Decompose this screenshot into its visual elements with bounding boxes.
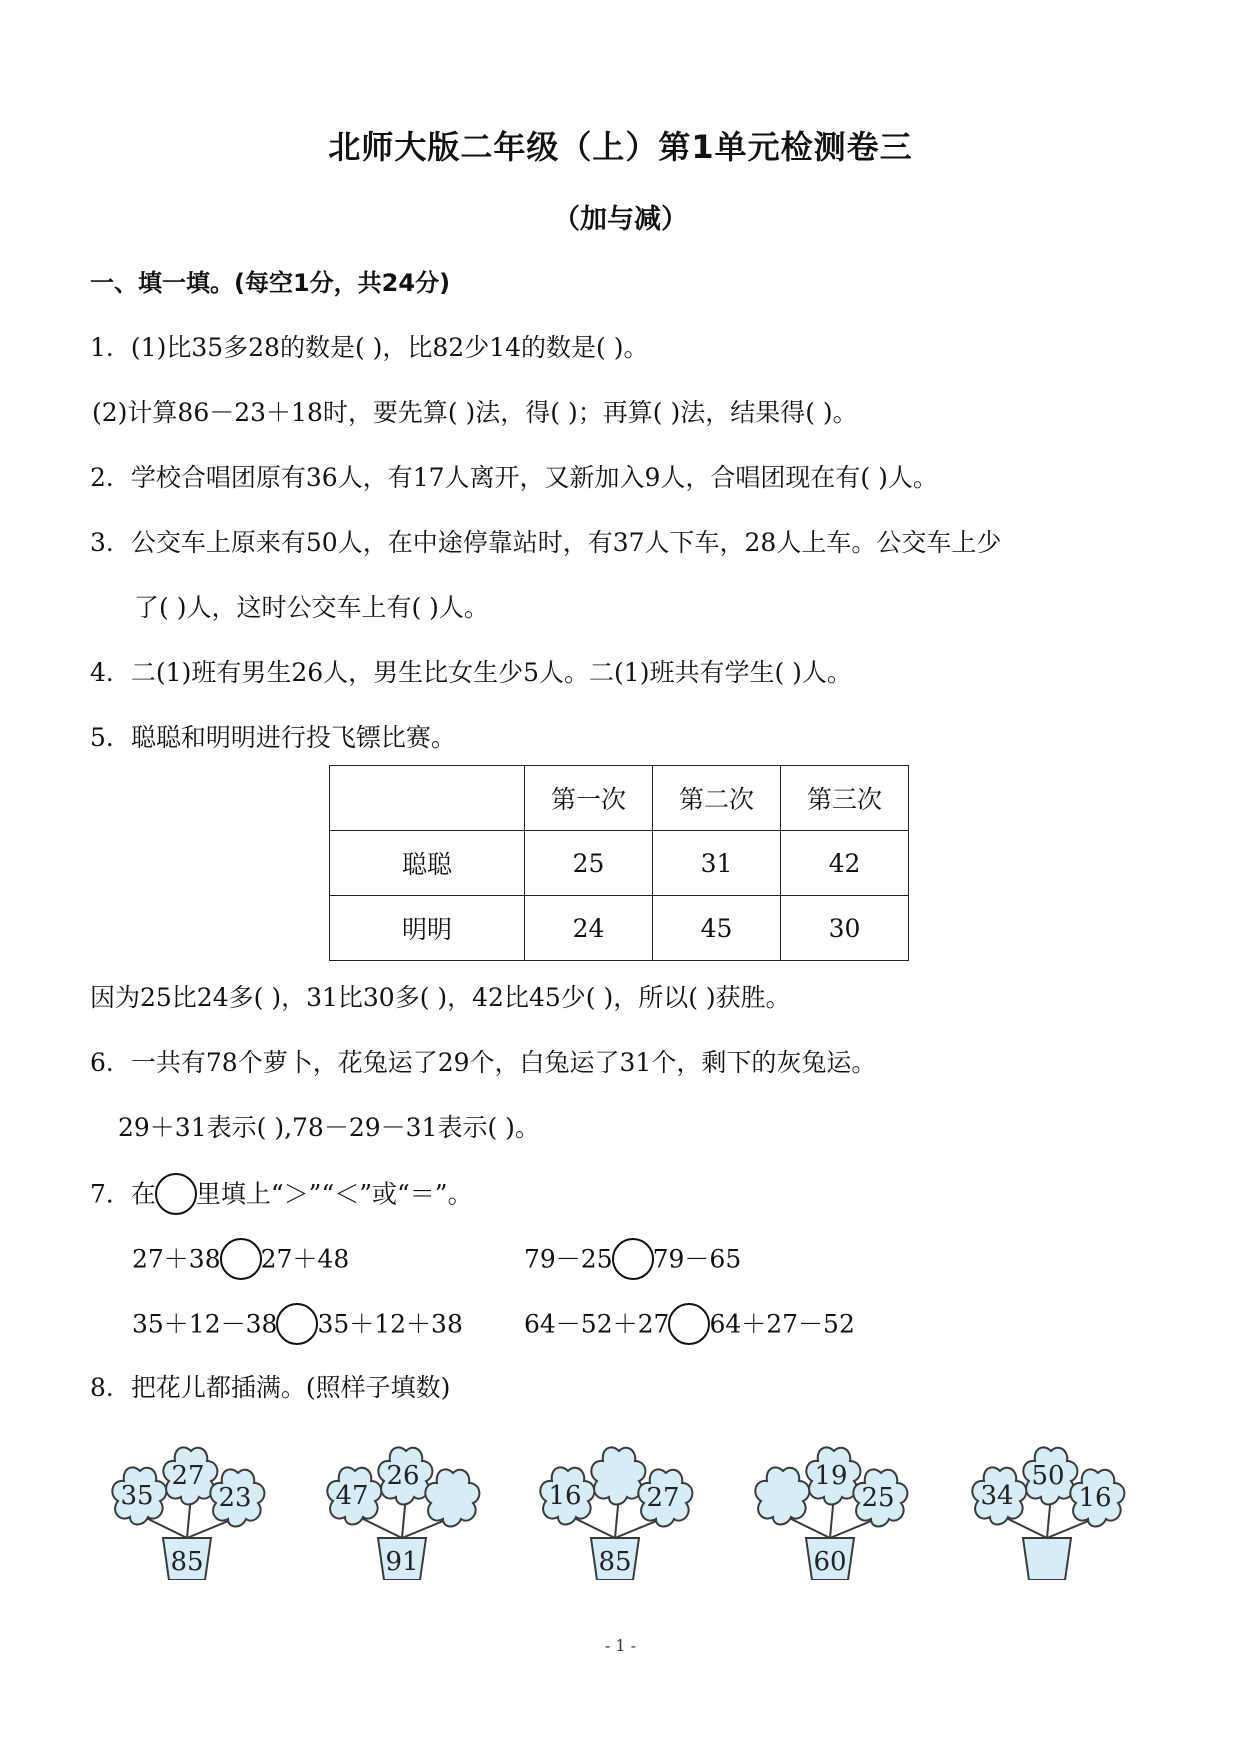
flower-number[interactable]: 19 — [814, 1461, 848, 1491]
question-2: 2．学校合唱团原有36人，有17人离开，又新加入9人，合唱团现在有( )人。 — [90, 463, 938, 492]
question-6: 6．一共有78个萝卜，花兔运了29个，白兔运了31个，剩下的灰兔运。 — [90, 1048, 877, 1077]
expression-right: 79－65 — [652, 1244, 742, 1274]
question-1-2: (2)计算86－23＋18时，要先算( )法，得( )；再算( )法，结果得( )。 — [92, 398, 858, 427]
flower-pots-figure — [0, 1420, 1241, 1580]
table-cell: 45 — [653, 896, 781, 961]
pot-number[interactable]: 60 — [813, 1547, 847, 1577]
question-3-line-2: 了( )人，这时公交车上有( )人。 — [134, 593, 489, 622]
compare-item-1 — [132, 1240, 349, 1282]
expression-left: 64－52＋27 — [524, 1309, 670, 1339]
table-row — [330, 831, 909, 896]
question-4: 4．二(1)班有男生26人，男生比女生少5人。二(1)班共有学生( )人。 — [90, 658, 852, 687]
pot-number[interactable]: 85 — [170, 1547, 204, 1577]
table-row — [330, 896, 909, 961]
flower-number[interactable]: 26 — [386, 1461, 420, 1491]
table-cell: 第一次 — [525, 766, 653, 831]
section-heading: 一、填一填。(每空1分，共24分) — [90, 269, 451, 297]
flower-number[interactable]: 47 — [335, 1481, 369, 1511]
question-7 — [90, 1175, 473, 1217]
table-cell — [330, 766, 525, 831]
flower-pot-group — [755, 1447, 907, 1580]
flower-pot-group — [972, 1447, 1124, 1580]
expression-right: 64＋27－52 — [709, 1309, 855, 1339]
question-5: 5．聪聪和明明进行投飞镖比赛。 — [90, 723, 456, 752]
flower-number[interactable]: 16 — [548, 1481, 582, 1511]
compare-item-4 — [524, 1305, 855, 1347]
score-table — [329, 765, 909, 961]
compare-circle[interactable] — [220, 1238, 262, 1280]
page-subtitle: （加与减） — [553, 204, 688, 235]
flower-pot-group — [540, 1447, 692, 1580]
flower-number[interactable]: 27 — [171, 1461, 205, 1491]
compare-circle[interactable] — [276, 1303, 318, 1345]
expression-left: 79－25 — [524, 1244, 613, 1274]
table-cell: 30 — [781, 896, 909, 961]
expression-left: 27＋38 — [132, 1244, 221, 1274]
flower-number[interactable]: 50 — [1031, 1461, 1065, 1491]
page-number: - 1 - — [604, 1636, 637, 1655]
pot-shape — [1023, 1538, 1071, 1580]
flower-number[interactable]: 35 — [120, 1481, 154, 1511]
compare-circle[interactable] — [668, 1303, 710, 1345]
page-title: 北师大版二年级（上）第1单元检测卷三 — [328, 128, 913, 166]
table-cell: 24 — [525, 896, 653, 961]
question-1-1: 1．(1)比35多28的数是( )，比82少14的数是( )。 — [90, 333, 649, 362]
flower-pot-group — [327, 1447, 479, 1580]
question-7-prefix: 7．在 — [90, 1179, 156, 1209]
flower-number[interactable]: 27 — [646, 1483, 680, 1513]
question-5-fill: 因为25比24多( )，31比30多( )，42比45少( )，所以( )获胜。 — [90, 983, 791, 1012]
table-header-row — [330, 766, 909, 831]
table-cell: 31 — [653, 831, 781, 896]
compare-item-2 — [524, 1240, 741, 1282]
flower-number[interactable]: 16 — [1078, 1483, 1112, 1513]
question-6-fill: 29＋31表示( ),78－29－31表示( )。 — [118, 1113, 540, 1142]
flower-number[interactable]: 25 — [861, 1483, 895, 1513]
flower-head — [755, 1467, 809, 1524]
flower-head — [591, 1447, 645, 1504]
flower-number[interactable]: 34 — [980, 1481, 1014, 1511]
table-cell: 25 — [525, 831, 653, 896]
expression-right: 35＋12＋38 — [317, 1309, 463, 1339]
question-3-line-1: 3．公交车上原来有50人，在中途停靠站时，有37人下车，28人上车。公交车上少 — [90, 528, 1002, 557]
question-7-suffix: 里填上“＞”“＜”或“＝”。 — [195, 1179, 473, 1209]
table-cell: 第二次 — [653, 766, 781, 831]
table-cell: 明明 — [330, 896, 525, 961]
flower-number[interactable]: 23 — [218, 1483, 252, 1513]
expression-left: 35＋12－38 — [132, 1309, 278, 1339]
pot-number[interactable]: 85 — [598, 1547, 632, 1577]
question-8: 8．把花儿都插满。(照样子填数) — [90, 1373, 451, 1402]
flower-pot-group — [112, 1447, 264, 1580]
compare-circle[interactable] — [612, 1238, 654, 1280]
table-cell: 42 — [781, 831, 909, 896]
expression-right: 27＋48 — [260, 1244, 350, 1274]
circle-icon — [155, 1173, 197, 1215]
flower-head — [425, 1469, 479, 1526]
pot-number[interactable]: 91 — [385, 1547, 419, 1577]
compare-item-3 — [132, 1305, 463, 1347]
table-cell: 聪聪 — [330, 831, 525, 896]
table-cell: 第三次 — [781, 766, 909, 831]
